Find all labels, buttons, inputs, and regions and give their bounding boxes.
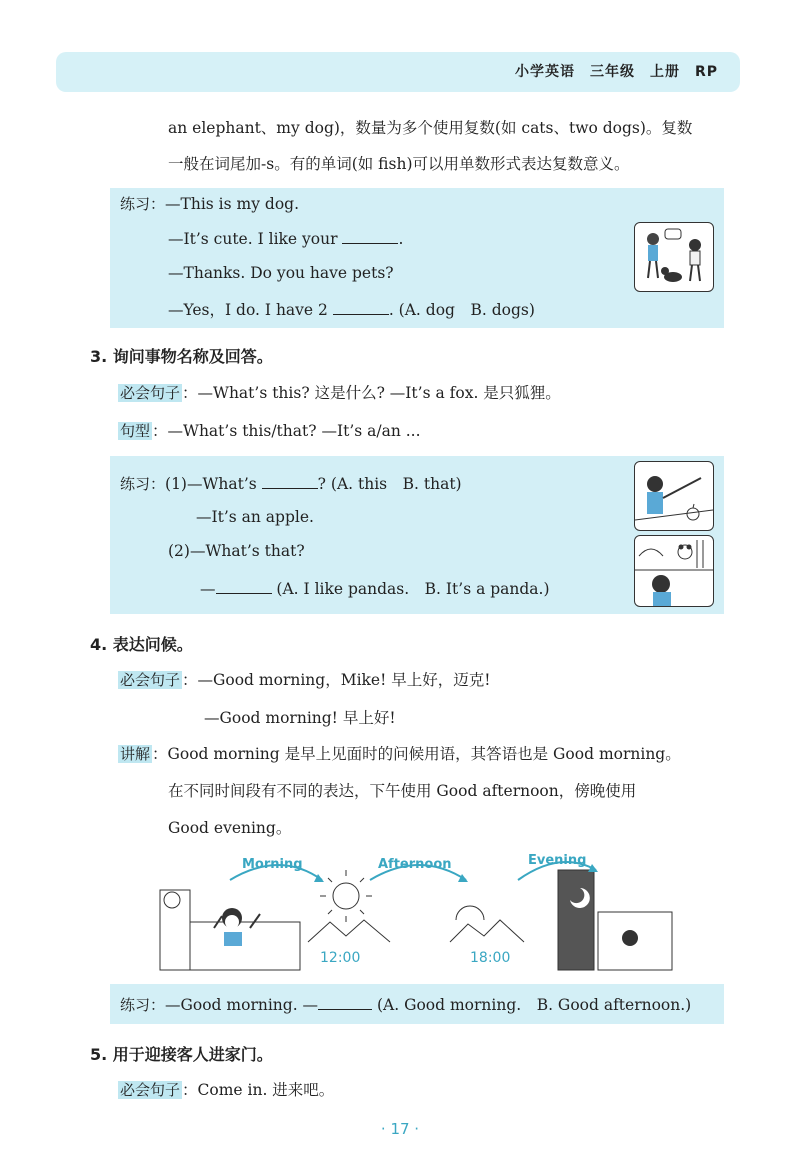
section4-explain-1: 讲解 ：Good morning 是早上见面时的问候用语，其答语也是 Good morning。 bbox=[120, 745, 681, 763]
practice3-line: 练习：—Good morning. — (A. Good morning. B. Good afternoon.) bbox=[120, 996, 692, 1014]
word-morning: Morning bbox=[242, 857, 303, 872]
sunset-icon bbox=[450, 906, 524, 942]
boys-with-dog-icon bbox=[635, 223, 713, 291]
practice1-line-3: —Thanks. Do you have pets? bbox=[168, 264, 394, 282]
section4-must-sentence-1: 必会句子 ：—Good morning，Mike! 早上好，迈克! bbox=[120, 671, 491, 689]
section4-explain-3: Good evening。 bbox=[168, 819, 292, 837]
morning-bedroom-icon bbox=[160, 890, 300, 970]
section3-must-sentence: 必会句子 ：—What’s this? 这是什么? —It’s a fox. 是只狐狸。 bbox=[120, 384, 561, 402]
panda-illustration bbox=[634, 535, 714, 607]
section-4-title: 4. 表达问候。 bbox=[90, 635, 193, 654]
section4-explain-2: 在不同时间段有不同的表达，下午使用 Good afternoon，傍晚使用 bbox=[168, 782, 637, 800]
explain-label: 讲解 bbox=[120, 745, 151, 763]
must-know-label: 必会句子 bbox=[120, 384, 181, 402]
apple-illustration bbox=[634, 461, 714, 531]
answer-blank[interactable] bbox=[318, 995, 372, 1010]
must-know-label: 必会句子 bbox=[120, 671, 181, 689]
practice-label: 练习： bbox=[120, 996, 166, 1014]
intro-line-1: an elephant、my dog)，数量为多个使用复数(如 cats、two dogs)。复数 bbox=[168, 119, 693, 137]
section-5-title: 5. 用于迎接客人进家门。 bbox=[90, 1045, 273, 1064]
boy-dog-illustration bbox=[634, 222, 714, 292]
section-3-title: 3. 询问事物名称及回答。 bbox=[90, 347, 273, 366]
practice1-line-1: 练习：—This is my dog. bbox=[120, 195, 299, 213]
page-header bbox=[56, 52, 740, 92]
practice2-line-2: —It’s an apple. bbox=[196, 508, 314, 526]
time-noon: 12:00 bbox=[320, 950, 361, 966]
section4-must-sentence-2: —Good morning! 早上好! bbox=[204, 709, 396, 727]
night-bedroom-icon bbox=[558, 870, 672, 970]
page-number: · 17 · bbox=[380, 1120, 420, 1138]
boy-looking-panda-icon bbox=[635, 536, 713, 606]
answer-blank[interactable] bbox=[216, 579, 272, 594]
boy-pointing-apple-icon bbox=[635, 462, 713, 530]
intro-line-2: 一般在词尾加-s。有的单词(如 fish)可以用单数形式表达复数意义。 bbox=[168, 155, 630, 173]
practice2-line-3: (2)—What’s that? bbox=[168, 542, 305, 560]
answer-blank[interactable] bbox=[342, 229, 398, 244]
word-afternoon: Afternoon bbox=[378, 857, 452, 872]
time-evening: 18:00 bbox=[470, 950, 511, 966]
answer-blank[interactable] bbox=[262, 474, 318, 489]
practice-label: 练习： bbox=[120, 195, 166, 213]
intro-paragraph bbox=[168, 110, 728, 182]
practice-label: 练习： bbox=[120, 475, 166, 493]
word-evening: Evening bbox=[528, 853, 587, 868]
practice1-line-2: —It’s cute. I like your . bbox=[168, 230, 404, 248]
must-know-label: 必会句子 bbox=[120, 1081, 181, 1099]
pattern-label: 句型 bbox=[120, 422, 151, 440]
times-of-day-illustration bbox=[150, 850, 680, 980]
practice2-line-4: — (A. I like pandas. B. It’s a panda.) bbox=[200, 580, 550, 598]
header-title: 小学英语 三年级 上册 RP bbox=[514, 64, 718, 80]
practice2-line-1: 练习：(1)—What’s ? (A. this B. that) bbox=[120, 475, 462, 493]
section3-pattern: 句型 ：—What’s this/that? —It’s a/an ... bbox=[120, 422, 421, 440]
answer-blank[interactable] bbox=[333, 300, 389, 315]
section5-must-sentence: 必会句子 ：Come in. 进来吧。 bbox=[120, 1081, 335, 1099]
practice1-line-4: —Yes，I do. I have 2 . (A. dog B. dogs) bbox=[168, 301, 535, 319]
